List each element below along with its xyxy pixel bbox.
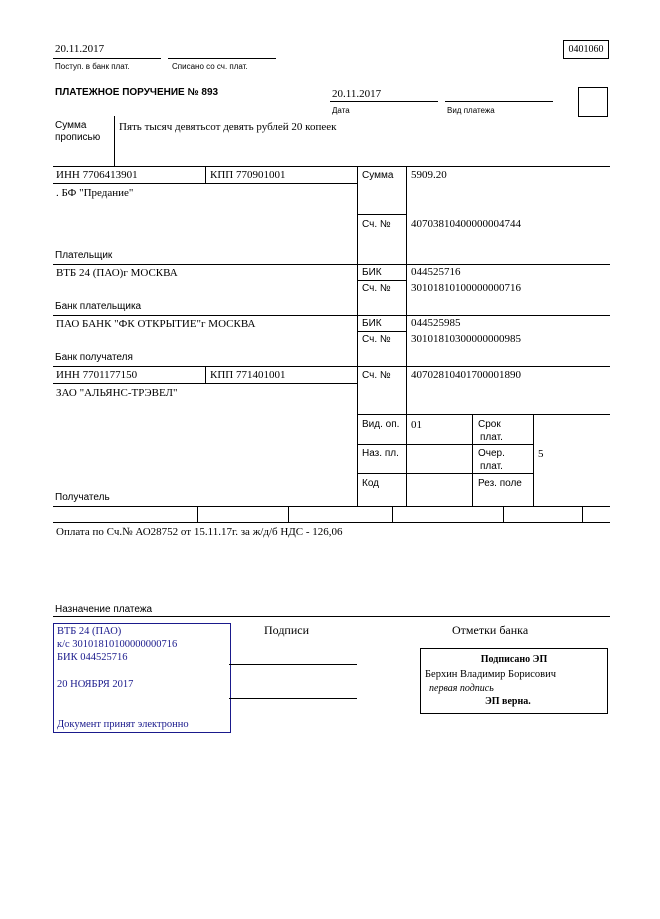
payer-bank-account-label: Сч. № bbox=[362, 283, 391, 294]
recipient-account: 40702810401700001890 bbox=[411, 369, 521, 381]
payer-account-label: Сч. № bbox=[362, 219, 391, 230]
payment-purpose-text: Оплата по Сч.№ АО28752 от 15.11.17г. за ж/д/б НДС - 126,06 bbox=[56, 526, 343, 538]
document-title: ПЛАТЕЖНОЕ ПОРУЧЕНИЕ № 893 bbox=[55, 87, 219, 98]
recipient-name: ЗАО "АЛЬЯНС-ТРЭВЕЛ" bbox=[56, 387, 178, 399]
divider bbox=[168, 58, 276, 59]
form-code: 0401060 bbox=[563, 40, 609, 59]
recipient-bank-name: ПАО БАНК "ФК ОТКРЫТИЕ"г МОСКВА bbox=[56, 318, 256, 330]
amount-words-label bbox=[55, 120, 100, 144]
recipient-label: Получатель bbox=[55, 492, 110, 503]
divider bbox=[357, 331, 406, 332]
date-label: Дата bbox=[332, 106, 350, 115]
op-type-value: 01 bbox=[411, 419, 422, 431]
payment-purpose-label: Назначение платежа bbox=[55, 604, 153, 615]
divider bbox=[392, 506, 393, 522]
esign-title: Подписано ЭП bbox=[480, 654, 548, 665]
stamp-note: Документ принят электронно bbox=[57, 719, 189, 730]
divider bbox=[357, 444, 533, 445]
amount-value: 5909.20 bbox=[411, 169, 447, 181]
payer-kpp: КПП 770901001 bbox=[210, 169, 286, 181]
divider bbox=[582, 506, 583, 522]
payer-bank-label: Банк плательщика bbox=[55, 301, 142, 312]
purpose-code-label: Наз. пл. bbox=[362, 448, 399, 459]
payment-term-label bbox=[478, 418, 503, 444]
divider bbox=[357, 214, 406, 215]
bank-acceptance-stamp bbox=[53, 623, 231, 733]
amount-words-label-line2: прописью bbox=[55, 132, 101, 143]
bank-received-date: 20.11.2017 bbox=[55, 43, 105, 55]
recipient-account-label: Сч. № bbox=[362, 370, 391, 381]
electronic-signature-box bbox=[420, 648, 608, 714]
recipient-bank-account-label: Сч. № bbox=[362, 334, 391, 345]
divider bbox=[357, 280, 406, 281]
amount-label: Сумма bbox=[362, 170, 394, 181]
divider bbox=[53, 183, 357, 184]
stamp-bank-name: ВТБ 24 (ПАО) bbox=[57, 626, 122, 637]
divider bbox=[357, 414, 610, 415]
divider bbox=[330, 101, 438, 102]
payer-name: . БФ "Предание" bbox=[56, 187, 134, 199]
payment-type-label: Вид платежа bbox=[447, 106, 495, 115]
signature-line-1 bbox=[229, 664, 357, 665]
recipient-inn: ИНН 7701177150 bbox=[56, 369, 138, 381]
recipient-bank-label: Банк получателя bbox=[55, 352, 133, 363]
reserve-field-label: Рез. поле bbox=[478, 478, 522, 489]
esign-status: ЭП верна. bbox=[485, 696, 531, 707]
bank-marks-label: Отметки банка bbox=[452, 623, 529, 637]
recipient-kpp: КПП 771401001 bbox=[210, 369, 286, 381]
signature-line-2 bbox=[229, 698, 357, 699]
payer-bik-label: БИК bbox=[362, 267, 382, 278]
amount-words-value: Пять тысяч девятьсот девять рублей 20 копеек bbox=[119, 121, 337, 133]
divider bbox=[205, 366, 206, 383]
code-label: Код bbox=[362, 478, 380, 489]
divider bbox=[357, 166, 358, 506]
divider bbox=[503, 506, 504, 522]
divider bbox=[288, 506, 289, 522]
divider bbox=[53, 506, 610, 507]
written-off-label: Списано со сч. плат. bbox=[172, 62, 248, 71]
recipient-bank-account: 30101810300000000985 bbox=[411, 333, 521, 345]
divider bbox=[472, 414, 473, 506]
payer-account: 40703810400000004744 bbox=[411, 218, 521, 230]
payer-bank-account: 30101810100000000716 bbox=[411, 282, 521, 294]
stamp-corr-account: к/с 30101810100000000716 bbox=[57, 639, 178, 650]
divider bbox=[53, 315, 610, 316]
divider bbox=[197, 506, 198, 522]
divider bbox=[53, 58, 161, 59]
divider bbox=[53, 166, 610, 167]
divider bbox=[205, 166, 206, 183]
payer-inn: ИНН 7706413901 bbox=[56, 169, 138, 181]
op-type-label: Вид. оп. bbox=[362, 419, 400, 430]
divider bbox=[533, 414, 534, 506]
stamp-bik: БИК 044525716 bbox=[57, 652, 128, 663]
payment-order-code-box bbox=[578, 87, 608, 117]
divider bbox=[53, 366, 610, 367]
priority-label-line2: плат. bbox=[480, 461, 503, 472]
esign-signer: Берхин Владимир Борисович bbox=[425, 669, 556, 680]
payer-bik: 044525716 bbox=[411, 266, 461, 278]
priority-label-line1: Очер. bbox=[478, 448, 505, 459]
payer-label: Плательщик bbox=[55, 250, 113, 261]
recipient-bik: 044525985 bbox=[411, 317, 461, 329]
divider bbox=[53, 522, 610, 523]
recipient-bik-label: БИК bbox=[362, 318, 382, 329]
payer-bank-name: ВТБ 24 (ПАО)г МОСКВА bbox=[56, 267, 178, 279]
divider bbox=[357, 473, 533, 474]
divider bbox=[445, 101, 553, 102]
payment-term-label-line2: плат. bbox=[480, 432, 503, 443]
divider bbox=[53, 383, 357, 384]
document-date: 20.11.2017 bbox=[332, 88, 382, 100]
divider bbox=[114, 116, 115, 166]
divider bbox=[53, 264, 610, 265]
amount-words-label-line1: Сумма bbox=[55, 120, 87, 131]
signatures-label: Подписи bbox=[264, 623, 310, 637]
divider bbox=[53, 616, 610, 617]
esign-role: первая подпись bbox=[429, 683, 494, 694]
stamp-date: 20 НОЯБРЯ 2017 bbox=[57, 679, 134, 690]
bank-received-label: Поступ. в банк плат. bbox=[55, 62, 130, 71]
priority-label bbox=[478, 447, 505, 473]
priority-value: 5 bbox=[538, 448, 544, 460]
divider bbox=[406, 166, 407, 506]
payment-term-label-line1: Срок bbox=[478, 419, 501, 430]
